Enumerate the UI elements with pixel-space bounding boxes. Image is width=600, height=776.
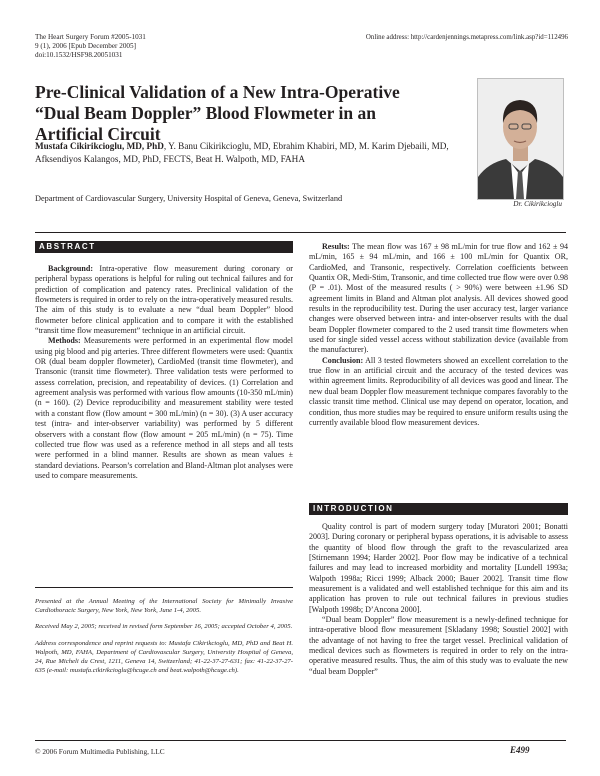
results-label: Results: (322, 242, 350, 251)
abstract-background (35, 264, 293, 336)
introduction-paragraph: Quality control is part of modern surgery today [Muratori 2001; Bonatti 2003]. During coronary or peripheral bypass operations, it is advisable to assess the quantity of blood flow through the graft to the revascularized area [Stirnemann 1994; Harder 2002]. Poor flow may be indicative of a technical failures and may lead to increased morbidity and mortality [Lundell 1993a; Walpoth 1998a; Ricci 1999; Alback 2000; Bauer 2002]. Transit time flow measurement is a validated and well established technique for this aim and its application has proven to rule out technical failures in previous studies [Walpoth 1998b; D’Ancona 2000]. (309, 522, 568, 614)
abstract-conclusion (309, 356, 568, 428)
journal-citation (35, 33, 285, 60)
lead-author: Mustafa Cikirikcioglu, MD, PhD (35, 141, 164, 151)
article-notes (35, 597, 293, 682)
notes-divider (35, 587, 293, 588)
abstract-heading: ABSTRACT (35, 241, 293, 253)
introduction-heading: INTRODUCTION (309, 503, 568, 515)
introduction-column (309, 522, 568, 677)
results-text: The mean flow was 167 ± 98 mL/min for true flow and 162 ± 94 mL/min, 165 ± 94 mL/min, and 166 ± 100 mL/min for Quantix OR, CardioMed, and Transonic, respectively. Correlation coefficients between Quantix OR, Medi-Stim, Transonic, and time collected true flow were over 0.98 (P = .01). Most of the measured results ( > 90%) were between ±1.96 SD agreement limits in Bland and Altman plot analysis. All devices showed good results in the reproducibility test. During the user accuracy test, larger variance changes were observed between intra- and inter-observer results with the dual beam Doppler flowmeter compared to the 2 used transit time flowmeters when used for single sided vessel access without stabilization device (available from the manufacturer). (309, 242, 568, 355)
background-text: Intra-operative flow measurement during coronary or peripheral bypass operations is helpful for ruling out technical failures and for prediction of complication and patency rates. Preclinical validation of the flowmeters is required in order to rely on the intra-operatively measured results. The aim of this study is to evaluate a new “dual beam Doppler” blood flowmeter before clinical application and to compare it with the established “transit time flow measurement” technique in an artificial circuit. (35, 264, 293, 336)
section-divider (35, 232, 566, 233)
coauthors: , Y. Banu Cikirikcioglu, MD, Ebrahim Khabiri, MD, M. Karim Djebaili, MD, Afksendiyos Kalangos, MD, PhD, FECTS, Beat H. Walpoth, MD, FAHA (35, 141, 449, 164)
copyright: © 2006 Forum Multimedia Publishing, LLC (35, 747, 165, 756)
footer-divider (35, 740, 566, 741)
author-list (35, 140, 465, 166)
methods-label: Methods: (48, 336, 81, 346)
abstract-left-column (35, 264, 293, 481)
journal-line: 9 (1), 2006 [Epub December 2005] (35, 42, 136, 50)
conclusion-label: Conclusion: (322, 355, 364, 365)
presented-note: Presented at the Annual Meeting of the International Society for Minimally Invasive Cardiothoracic Surgery, New York, New York, June 1-4, 2005. (35, 598, 293, 615)
journal-line: The Heart Surgery Forum #2005-1031 (35, 33, 146, 41)
background-label: Background: (48, 264, 94, 273)
abstract-methods (35, 336, 293, 481)
correspondence-note: Address correspondence and reprint requests to: Mustafa Cikirikcioglu, MD, PhD and Beat H. Walpoth, MD, FAHA, Department of Cardiovascular Surgery, University Hospital of Geneva, 24, Rue Micheli du Crest, 1211, Geneva 14, Switzerland; 41-22-37-27-631; fax: 41-22-37-27-635 (e-mail: mustafa.cikirikcioglu@hcuge.ch and beat.walpoth@hcuge.ch). (35, 639, 293, 675)
article-title: Pre-Clinical Validation of a New Intra-Operative “Dual Beam Doppler” Blood Flowmeter in an Artificial Circuit (35, 82, 400, 144)
page-number: E499 (510, 745, 530, 755)
abstract-right-column (309, 242, 568, 428)
affiliation: Department of Cardiovascular Surgery, University Hospital of Geneva, Geneva, Switzerland (35, 194, 343, 203)
methods-text: Measurements were performed in an experimental flow model using pig blood and pig arteries. Three different flowmeters were used: Quantix OR (dual beam doppler flowmeter), CardioMed (transit time flowmeter), and Transonic (transit time flowmeter). Three validation tests were performed to assess correlation, precision, and repeatability of devices. (1) Correlation and agreement analysis was performed with various flow amounts (10-350 mL/min) (n = 160). (2) Device reproducibility and measurement stability were tested with a constant flow (flow amount = 300 mL/min) (n = 30). (3) A user accuracy test (intra- and inter-observer variability) was performed by 5 different observers with a constant flow (flow amount = 205 mL/min) (n = 75). Time collected true flow was used as a reference method in all steps and all tests were performed in a blind manner. Results are shown as mean values ± standard deviations. Pearson’s correlation and Bland-Altman plot analyses were used to compare measurements. (35, 336, 293, 480)
photo-caption: Dr. Cikirikcioglu (513, 200, 562, 208)
online-address[interactable]: Online address: http://cardenjennings.metapress.com/link.asp?id=112496 (365, 34, 568, 41)
author-photo (477, 78, 564, 200)
conclusion-text: All 3 tested flowmeters showed an excellent correlation to the true flow in an artificial circuit and the accuracy of the tested devices was within agreement limits. Reproducibility of all devices was good and linear. The new dual beam Doppler flow measurement technique compares favorably to the classic transit time method. Clinical use may depend on operator, location, and condition, thus more studies may be required to ensure uniform results using the currently available blood flow measurement devices. (309, 355, 568, 427)
journal-line: doi:10.1532/HSF98.20051031 (35, 51, 123, 59)
portrait-illustration (478, 79, 563, 199)
abstract-results (309, 242, 568, 356)
received-note: Received May 2, 2005; received in revised form September 16, 2005; accepted October 4, 2005. (35, 623, 293, 631)
introduction-paragraph: “Dual beam Doppler” flow measurement is a newly-defined technique for intra-operative blood flow measurement [Skladany 1998; Soustiel 2002] with the advantage of not having to free the target vessel. Preclinical validation of medical devices such as flowmeters is required in order to rely on the intra-operative measured results. Thus, the aim of this study was to evaluate the new “dual beam Doppler” (309, 615, 568, 676)
